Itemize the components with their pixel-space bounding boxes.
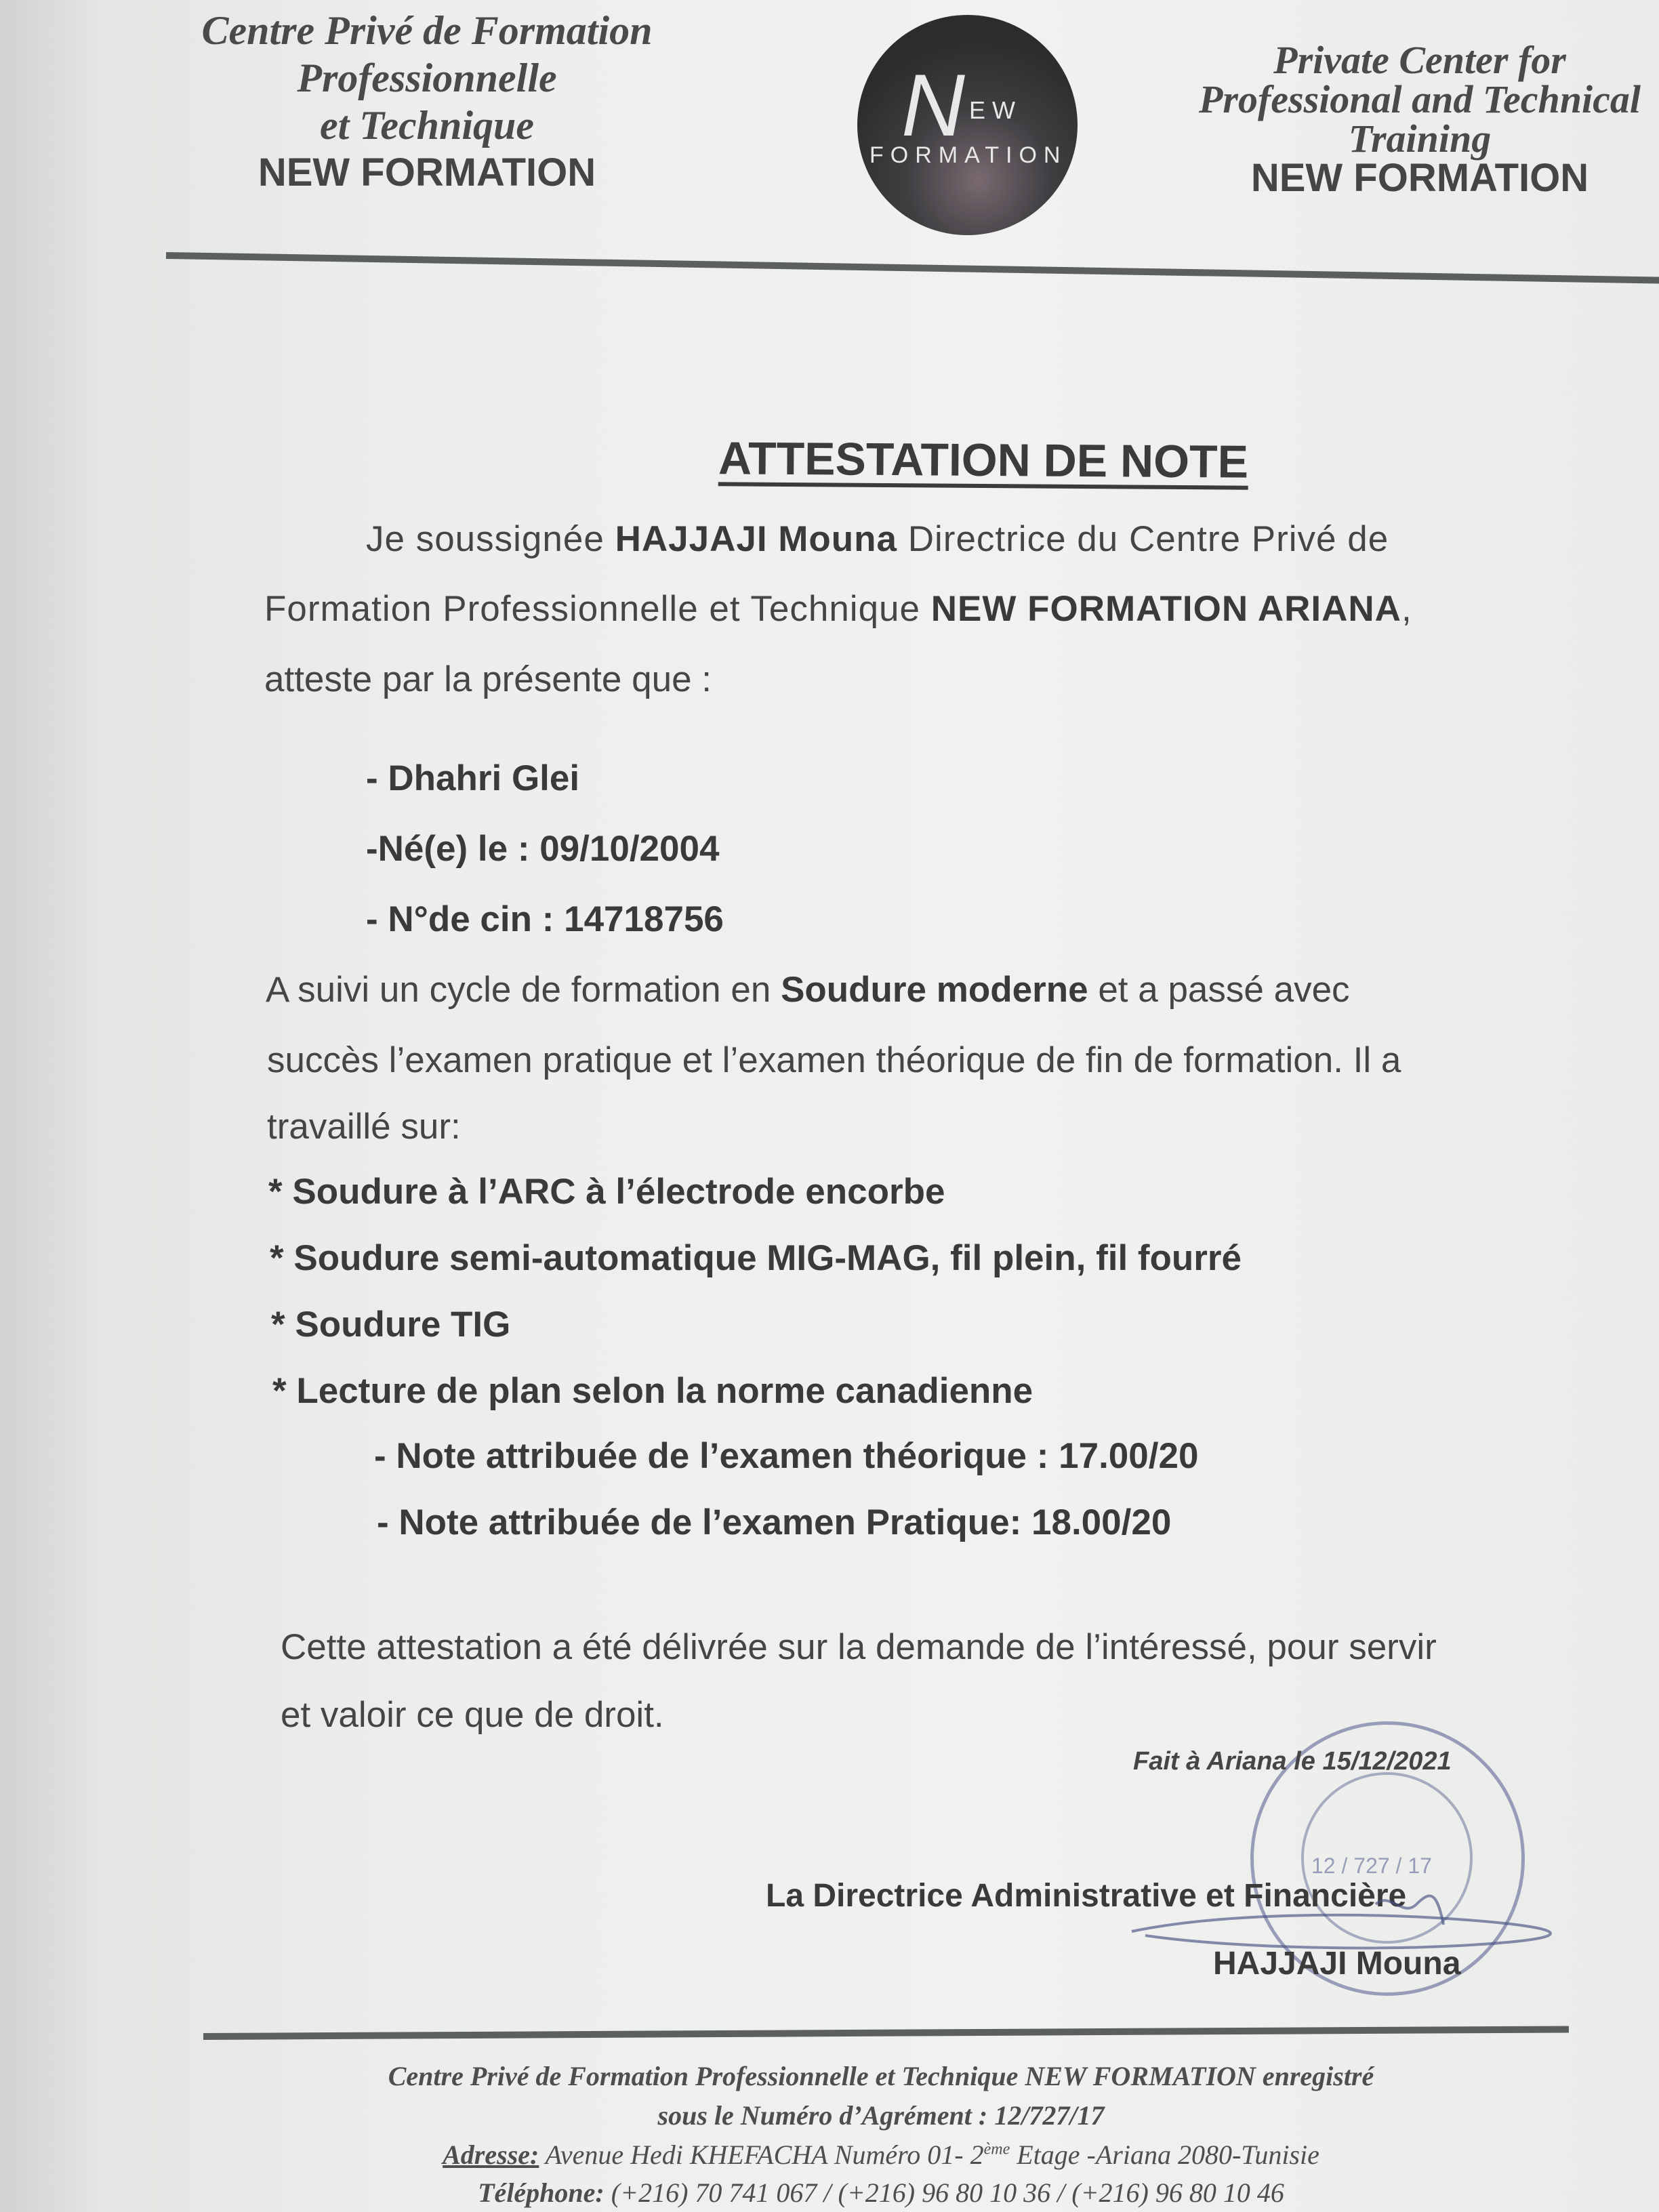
phone-label: Téléphone: <box>478 2177 605 2208</box>
address-superscript: ème <box>983 2140 1010 2158</box>
course-name: Soudure moderne <box>781 970 1088 1010</box>
person-name: - Dhahri Glei <box>366 758 580 798</box>
header-right-line-3: Training <box>1348 117 1492 161</box>
address-text: Avenue Hedi KHEFACHA Numéro 01- 2 <box>539 2139 984 2170</box>
document-title: ATTESTATION DE NOTE <box>718 432 1249 488</box>
intro-text: Directrice du Centre Privé de <box>897 519 1389 559</box>
topic-item: * Soudure semi-automatique MIG-MAG, fil plein, fil fourré <box>270 1238 1242 1278</box>
footer-address <box>244 2139 1518 2171</box>
intro-line-2 <box>264 588 1412 630</box>
header-left <box>169 7 684 197</box>
grade-theory: - Note attribuée de l’examen théorique : 17.00/20 <box>374 1436 1199 1476</box>
cycle-line-2: succès l’examen pratique et l’examen théorique de fin de formation. Il a <box>267 1040 1401 1080</box>
footer-line-2: sous le Numéro d’Agrément : 12/727/17 <box>657 2100 1105 2131</box>
logo-letter: N <box>901 56 965 155</box>
closing-line-1: Cette attestation a été délivrée sur la demande de l’intéressé, pour servir <box>281 1627 1437 1667</box>
address-label: Adresse: <box>443 2139 539 2170</box>
closing-line-2: et valoir ce que de droit. <box>281 1695 664 1735</box>
topic-item: * Soudure TIG <box>271 1305 511 1345</box>
person-birthdate: -Né(e) le : 09/10/2004 <box>366 829 720 869</box>
logo-formation: FORMATION <box>869 142 1067 168</box>
header-left-line-2: Professionnelle <box>297 56 557 100</box>
cycle-line-1 <box>266 969 1350 1010</box>
header-divider <box>166 252 1659 284</box>
date-line: Fait à Ariana le 15/12/2021 <box>1133 1747 1452 1776</box>
grade-practice: - Note attribuée de l’examen Pratique: 18.00/20 <box>377 1502 1172 1542</box>
address-text: Etage -Ariana 2080-Tunisie <box>1010 2139 1319 2170</box>
intro-text: Je soussignée <box>366 519 615 559</box>
logo-ew: EW <box>969 96 1022 124</box>
footer-phone <box>244 2177 1518 2209</box>
header-left-brand: NEW FORMATION <box>258 150 596 194</box>
signatory-name: HAJJAJI Mouna <box>1213 1946 1461 1982</box>
cycle-line-3: travaillé sur: <box>267 1107 461 1147</box>
stamp-number: 12 / 727 / 17 <box>1311 1853 1432 1878</box>
header-right <box>1179 38 1659 200</box>
new-formation-logo <box>857 15 1078 235</box>
intro-text: Formation Professionnelle et Technique <box>264 589 931 629</box>
intro-line-1 <box>366 518 1389 560</box>
header-right-line-1: Private Center for <box>1273 38 1566 82</box>
cycle-text: et a passé avec <box>1088 970 1350 1010</box>
organization-name: NEW FORMATION ARIANA <box>930 589 1401 629</box>
person-cin: - N°de cin : 14718756 <box>366 899 724 939</box>
header-left-line-3: et Technique <box>319 103 535 148</box>
director-name: HAJJAJI Mouna <box>615 519 898 559</box>
topic-item: * Lecture de plan selon la norme canadienne <box>272 1371 1033 1411</box>
cycle-text: A suivi un cycle de formation en <box>266 970 781 1010</box>
header-left-line-1: Centre Privé de Formation <box>201 8 653 53</box>
topic-item: * Soudure à l’ARC à l’électrode encorbe <box>268 1172 945 1212</box>
intro-line-3: atteste par la présente que : <box>264 659 712 699</box>
intro-text: , <box>1401 589 1412 629</box>
footer-divider <box>203 2026 1569 2040</box>
header-right-line-2: Professional and Technical <box>1198 77 1641 121</box>
signatory-role: La Directrice Administrative et Financière <box>766 1878 1407 1914</box>
phone-numbers: (+216) 70 741 067 / (+216) 96 80 10 36 / (+216) 96 80 10 46 <box>604 2177 1284 2208</box>
footer-line-1: Centre Privé de Formation Professionnelle et Technique NEW FORMATION enregistré <box>388 2061 1374 2091</box>
header-right-brand: NEW FORMATION <box>1250 156 1589 200</box>
